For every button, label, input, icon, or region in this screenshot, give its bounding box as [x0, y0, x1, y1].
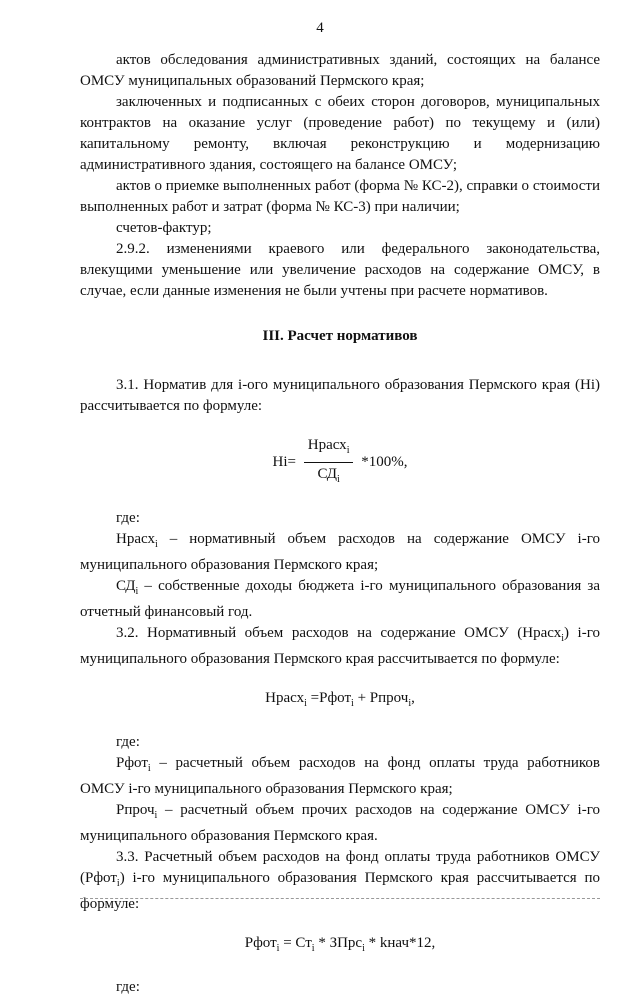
def-sub: i [135, 586, 139, 597]
clause-text: 3.2. Нормативный объем расходов на содержание ОМСУ (Нрасх [116, 625, 562, 641]
def-term: Нрасх [116, 531, 155, 547]
scan-edge-divider [80, 898, 600, 899]
formula-lhs: Нi= [272, 453, 296, 470]
definition [80, 576, 600, 623]
formula-term: Рфот [244, 935, 277, 951]
clause-text: ) i-го муниципального образования Пермского края рассчитывается по формуле: [80, 625, 600, 667]
def-term: Рфот [116, 755, 148, 771]
formula-denominator [304, 463, 354, 490]
def-sub: i [154, 539, 158, 550]
formula-nrash [80, 688, 600, 714]
def-term: Рпроч [116, 802, 155, 818]
formula-sub: i [351, 698, 354, 709]
def-text: – расчетный объем расходов на фонд оплаты труда работников ОМСУ i-го муниципального образования Пермского края; [80, 755, 600, 797]
def-text: – нормативный объем расходов на содержание ОМСУ i-го муниципального образования Пермского края; [80, 531, 600, 573]
def-sub: i [147, 763, 151, 774]
formula-sub: i [304, 698, 307, 709]
def-sub: i [154, 810, 158, 821]
def-text: – собственные доходы бюджета i-го муниципального образования за отчетный финансовый год. [80, 578, 600, 620]
clause-3-1: 3.1. Норматив для i-ого муниципального образования Пермского края (Нi) рассчитывается по формуле: [80, 377, 600, 414]
where-label: где: [116, 979, 140, 995]
formula-rhs: *100%, [361, 453, 408, 470]
formula-rfot [80, 933, 600, 959]
formula-term: + Рпроч [353, 690, 409, 706]
clause-sub: i [561, 633, 565, 644]
paragraph: заключенных и подписанных с обеих сторон договоров, муниципальных контрактов на оказание услуг (проведение работ) по текущему и (или) капитальному ремонту, включая реконструкцию и модернизацию административного здания, состоящего на балансе ОМСУ; [80, 94, 600, 173]
paragraph: 2.9.2. изменениями краевого или федерального законодательства, влекущими уменьшение или увеличение расходов на содержание ОМСУ, в случае, если данные изменения не были учтены при расчете нормативов. [80, 241, 600, 299]
numerator-text: Нрасх [307, 437, 347, 453]
page-number: 4 [316, 20, 324, 36]
formula-term: * kнач*12, [364, 935, 436, 951]
paragraph: актов о приемке выполненных работ (форма № КС-2), справки о стоимости выполненных работ и затрат (форма № КС-3) при наличии; [80, 178, 600, 215]
formula-term: Нрасх [265, 690, 305, 706]
formula-sub: i [276, 943, 280, 954]
clause-text: 3.3. Расчетный объем расходов на фонд оплаты труда работников ОМСУ (Рфот [80, 849, 600, 886]
formula-term: = Ст [279, 935, 312, 951]
section-heading: III. Расчет нормативов [262, 328, 418, 344]
formula-term: =Рфот [306, 690, 352, 706]
formula-ni [80, 435, 600, 490]
denominator-text: СД [317, 466, 337, 482]
clause-3-2 [80, 623, 600, 670]
denominator-sub: i [336, 474, 340, 485]
formula-numerator [304, 435, 354, 463]
formula-fraction [304, 435, 354, 490]
paragraph: счетов-фактур; [116, 220, 212, 236]
definition [80, 529, 600, 576]
paragraph: актов обследования административных зданий, состоящих на балансе ОМСУ муниципальных образований Пермского края; [80, 52, 600, 89]
clause-text: ) i-го муниципального образования Пермского края рассчитывается по формуле: [80, 870, 600, 912]
definition [80, 753, 600, 800]
formula-sub: i [408, 698, 412, 709]
formula-sub: i [311, 943, 315, 954]
def-text: – расчетный объем прочих расходов на содержание ОМСУ i-го муниципального образования Пермского края. [80, 802, 600, 844]
def-term: СД [116, 578, 136, 594]
numerator-sub: i [346, 445, 350, 456]
formula-term: * ЗПрс [314, 935, 363, 951]
where-label: где: [116, 510, 140, 526]
document-body [80, 50, 600, 998]
where-label: где: [116, 734, 140, 750]
formula-term: , [411, 690, 415, 706]
clause-sub: i [116, 878, 120, 889]
formula-sub: i [362, 943, 365, 954]
definition [80, 800, 600, 847]
